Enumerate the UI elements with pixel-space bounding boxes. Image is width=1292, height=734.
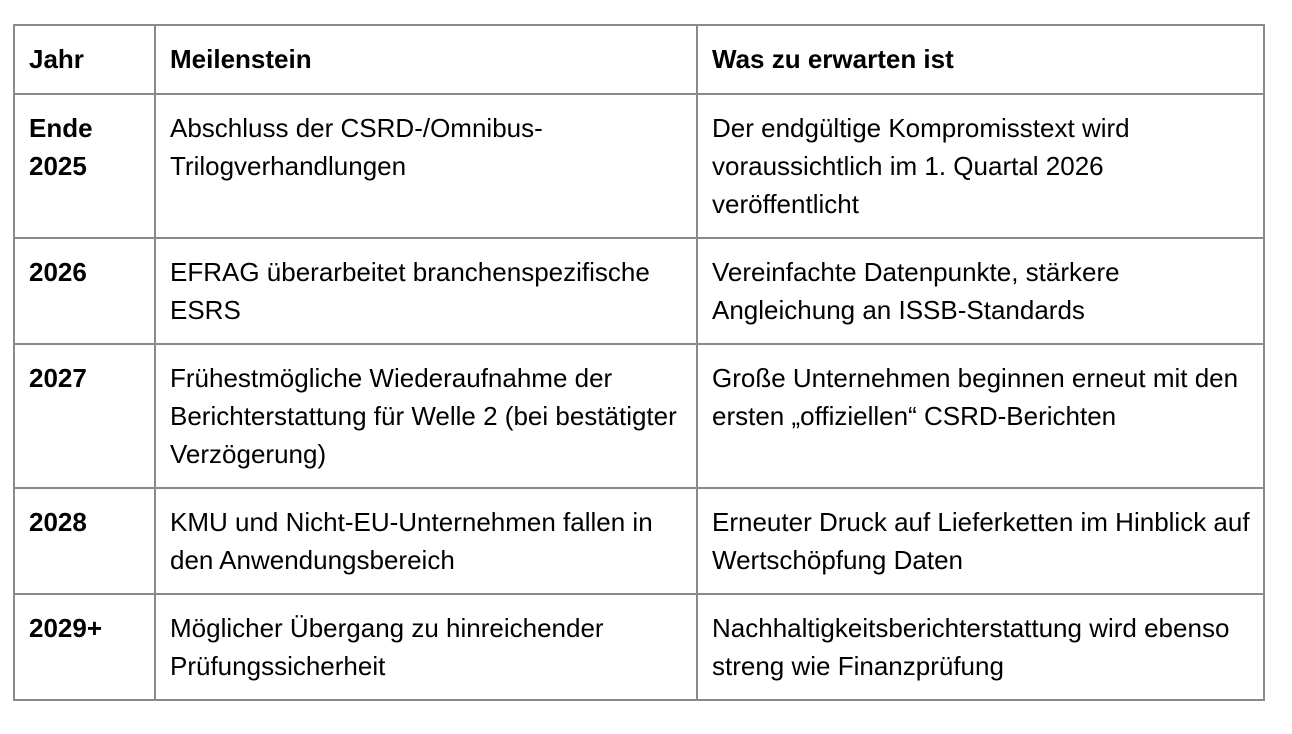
- cell-milestone: Möglicher Übergang zu hinreichender Prüfungssicherheit: [155, 594, 697, 700]
- header-year: Jahr: [14, 25, 155, 94]
- cell-year: 2029+: [14, 594, 155, 700]
- header-milestone: Meilenstein: [155, 25, 697, 94]
- cell-expectation: Erneuter Druck auf Lieferketten im Hinblick auf Wertschöpfung Daten: [697, 488, 1264, 594]
- table-row: [14, 94, 1264, 238]
- cell-year: Ende 2025: [14, 94, 155, 238]
- header-expectation: Was zu erwarten ist: [697, 25, 1264, 94]
- cell-milestone: Abschluss der CSRD-/Omnibus-Trilogverhandlungen: [155, 94, 697, 238]
- cell-milestone: Frühestmögliche Wiederaufnahme der Berichterstattung für Welle 2 (bei bestätigter Verzögerung): [155, 344, 697, 488]
- table-row: [14, 594, 1264, 700]
- table-row: [14, 238, 1264, 344]
- table-header-row: [14, 25, 1264, 94]
- milestone-table: [13, 24, 1265, 701]
- cell-year: 2027: [14, 344, 155, 488]
- cell-milestone: EFRAG überarbeitet branchenspezifische ESRS: [155, 238, 697, 344]
- cell-year: 2026: [14, 238, 155, 344]
- cell-expectation: Große Unternehmen beginnen erneut mit den ersten „offiziellen“ CSRD-Berichten: [697, 344, 1264, 488]
- cell-expectation: Der endgültige Kompromisstext wird voraussichtlich im 1. Quartal 2026 veröffentlicht: [697, 94, 1264, 238]
- table-container: [13, 24, 1265, 701]
- table-row: [14, 344, 1264, 488]
- cell-year: 2028: [14, 488, 155, 594]
- table-row: [14, 488, 1264, 594]
- cell-milestone: KMU und Nicht-EU-Unternehmen fallen in den Anwendungsbereich: [155, 488, 697, 594]
- cell-expectation: Nachhaltigkeitsberichterstattung wird ebenso streng wie Finanzprüfung: [697, 594, 1264, 700]
- cell-expectation: Vereinfachte Datenpunkte, stärkere Angleichung an ISSB-Standards: [697, 238, 1264, 344]
